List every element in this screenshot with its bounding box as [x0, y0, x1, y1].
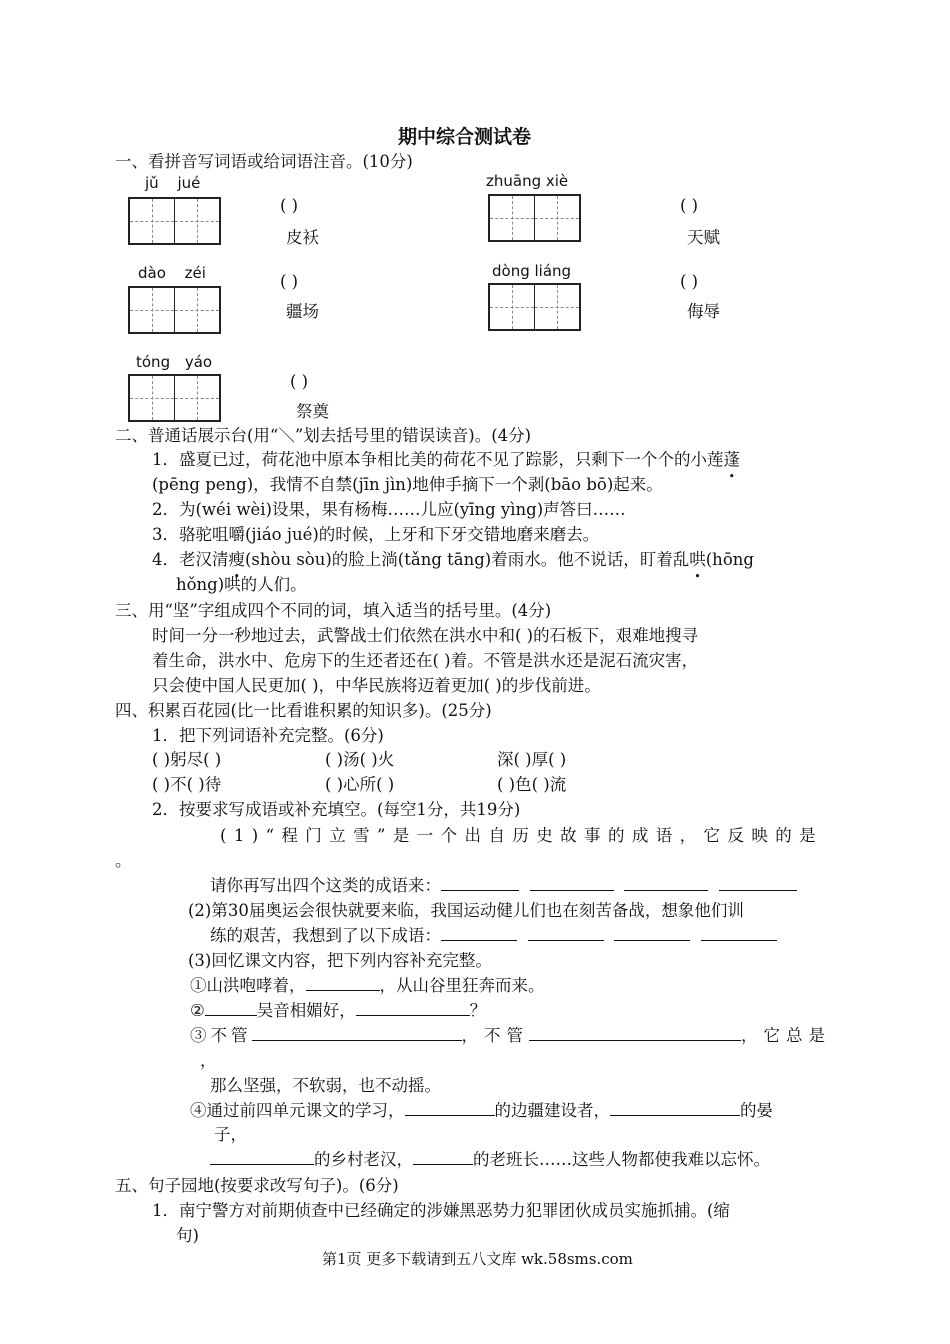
writing-box-4[interactable] [488, 283, 581, 331]
blank[interactable] [306, 973, 380, 991]
blank[interactable] [719, 873, 797, 891]
section-5-heading: 五、句子园地(按要求改写句子)。(6分) [115, 1176, 399, 1195]
s4-q1: 1．把下列词语补充完整。(6分) [152, 726, 384, 745]
idiom-5: ( )心所( ) [325, 775, 395, 794]
section-2-heading: 二、普通话展示台(用“＼”划去括号里的错误读音)。(4分) [115, 426, 532, 445]
blank[interactable] [610, 1098, 740, 1116]
s4-c3-cont: 那么坚强，不软弱，也不动摇。 [210, 1076, 441, 1095]
s4-q2: 2．按要求写成语或补充填空。(每空1分，共19分) [152, 800, 521, 819]
blank[interactable] [614, 923, 690, 941]
dotted-char: 蓬 [723, 450, 740, 469]
idiom-3: 深( )厚( ) [497, 750, 567, 769]
answer-paren-1[interactable]: ( ) [280, 196, 299, 215]
writing-box-5[interactable] [128, 374, 221, 422]
answer-paren-4[interactable]: ( ) [680, 272, 699, 291]
page-title: 期中综合测试卷 [398, 126, 532, 148]
s4-c2: ② 吴音相媚好， ？ [190, 997, 486, 1021]
idiom-4: ( )不( )待 [152, 775, 222, 794]
s4-p1-end: 。 [115, 851, 132, 870]
blank[interactable] [528, 923, 604, 941]
idiom-1: ( )躬尽( ) [152, 750, 222, 769]
blank[interactable] [205, 998, 257, 1016]
pinyin-2: zhuāng xiè [486, 172, 569, 190]
idiom-6: ( )色( )流 [497, 775, 567, 794]
blank[interactable] [701, 923, 777, 941]
s3-line3: 只会使中国人民更加( )，中华民族将迈着更加( )的步伐前进。 [152, 676, 601, 695]
s3-line1: 时间一分一秒地过去，武警战士们依然在洪水中和( )的石板下，艰难地搜寻 [152, 626, 699, 645]
s4-c4: ④通过前四单元课文的学习， 的边疆建设者， 的晏 [190, 1097, 773, 1121]
s2-q3: 3．骆驼咀嚼(jiáo jué)的时候，上牙和下牙交错地磨来磨去。 [152, 525, 600, 544]
word-5: 祭奠 [296, 402, 329, 421]
s4-c1: ①山洪咆哮着， ，从山谷里狂奔而来。 [190, 972, 545, 996]
blank[interactable] [210, 1147, 314, 1165]
s2-q4-line2: hǒng)哄的人们。 [176, 575, 307, 594]
blank[interactable] [405, 1098, 495, 1116]
writing-box-3[interactable] [128, 286, 221, 334]
blank[interactable] [252, 1023, 462, 1041]
pinyin-3: dào zéi [138, 264, 206, 282]
s4-c3: ③不管 ，不管 ，它总是 [190, 1022, 831, 1046]
blank[interactable] [441, 923, 517, 941]
s4-c4-cont: 的乡村老汉， 的老班长……这些人物都使我难以忘怀。 [210, 1146, 770, 1170]
blank[interactable] [530, 873, 614, 891]
pinyin-4: dòng liáng [492, 262, 572, 280]
s2-q1-line2: (pēng peng)，我情不自禁(jīn jìn)地伸手摘下一个剥(bāo bō)起来。 [152, 475, 663, 494]
blank[interactable] [529, 1023, 741, 1041]
s5-q1-line1: 1．南宁警方对前期侦查中已经确定的涉嫌黑恶势力犯罪团伙成员实施抓捕。(缩 [152, 1201, 730, 1220]
word-3: 疆场 [286, 302, 319, 321]
s4-p2a: (2)第30届奥运会很快就要来临，我国运动健儿们也在刻苦备战，想象他们训 [188, 901, 744, 920]
s2-q2: 2．为(wéi wèi)设果，果有杨梅……儿应(yīng yìng)声答曰…… [152, 500, 626, 519]
idiom-2: ( )汤( )火 [325, 750, 395, 769]
blank[interactable] [356, 998, 470, 1016]
s4-p2b: 练的艰苦，我想到了以下成语： [210, 922, 777, 946]
pinyin-1: jǔ jué [145, 174, 201, 192]
s4-p1: (1)“程门立雪”是一个出自历史故事的成语，它反映的是 [220, 826, 824, 845]
s4-p3: (3)回忆课文内容，把下列内容补充完整。 [188, 951, 492, 970]
writing-box-1[interactable] [128, 197, 221, 245]
blank[interactable] [413, 1147, 473, 1165]
pinyin-5: tóng yáo [136, 353, 213, 371]
s2-q1-line1: 1．盛夏已过，荷花池中原本争相比美的荷花不见了踪影，只剩下一个个的小莲蓬 [152, 446, 740, 470]
section-4-heading: 四、积累百花园(比一比看谁积累的知识多)。(25分) [115, 701, 492, 720]
s5-q1-line2: 句) [176, 1226, 199, 1245]
section-3-heading: 三、用“坚”字组成四个不同的词，填入适当的括号里。(4分) [115, 601, 552, 620]
s4-c3-comma: ， [200, 1051, 217, 1070]
page-footer: 第1页 更多下载请到五八文库 wk.58sms.com [322, 1250, 633, 1268]
blank[interactable] [441, 873, 519, 891]
dotted-char: 哄 [689, 550, 706, 569]
s4-c4-zi: 子， [214, 1125, 247, 1144]
section-1-heading: 一、看拼音写词语或给词语注音。(10分) [115, 152, 413, 171]
answer-paren-2[interactable]: ( ) [680, 196, 699, 215]
word-1: 皮袄 [286, 228, 319, 247]
s4-p1b: 请你再写出四个这类的成语来： [210, 872, 797, 896]
dotted-char: 瘦 [228, 550, 245, 569]
word-2: 天赋 [687, 228, 720, 247]
s2-q4-line1: 4．老汉清瘦(shòu sòu)的脸上淌(tǎng tāng)着雨水。他不说话，盯着乱哄(hōng [152, 546, 754, 570]
writing-box-2[interactable] [488, 194, 581, 242]
word-4: 侮辱 [687, 302, 720, 321]
answer-paren-3[interactable]: ( ) [280, 272, 299, 291]
answer-paren-5[interactable]: ( ) [290, 372, 309, 391]
blank[interactable] [624, 873, 708, 891]
s3-line2: 着生命，洪水中、危房下的生还者还在( )着。不管是洪水还是泥石流灾害， [152, 651, 699, 670]
